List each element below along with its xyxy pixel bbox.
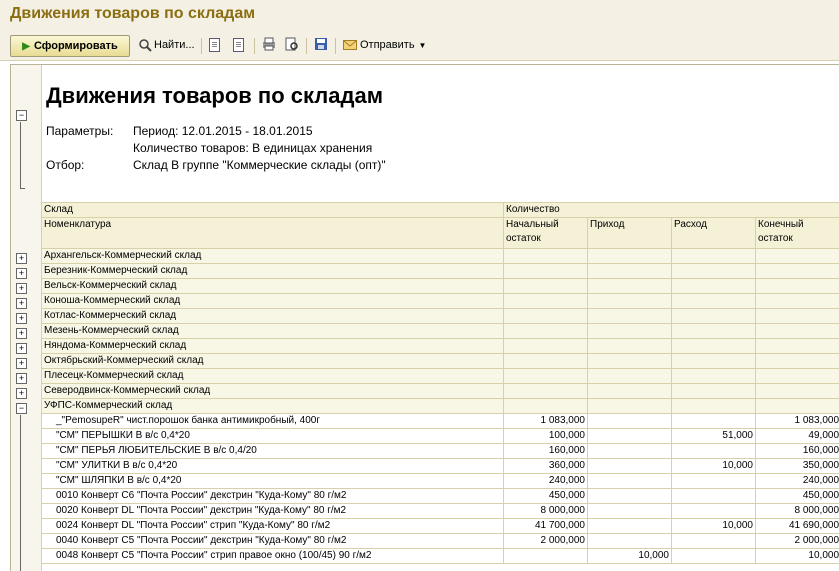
report-sheet — [10, 64, 839, 571]
start-balance: 240,000 — [504, 474, 588, 489]
warehouse-name: Плесецк-Коммерческий склад — [42, 369, 504, 384]
end-balance: 49,000 — [756, 429, 839, 444]
outgoing — [672, 549, 756, 564]
outgoing: 10,000 — [672, 459, 756, 474]
expand-group-icon[interactable]: + — [16, 328, 27, 339]
warehouse-name: Березник-Коммерческий склад — [42, 264, 504, 279]
warehouse-name: Северодвинск-Коммерческий склад — [42, 384, 504, 399]
warehouse-row[interactable] — [42, 324, 839, 339]
send-button-label: Отправить — [360, 39, 415, 51]
item-name: 0010 Конверт С6 "Почта России" декстрин "Куда-Кому" 80 г/м2 — [42, 489, 504, 504]
warehouse-name: Няндома-Коммерческий склад — [42, 339, 504, 354]
magnifier-icon — [138, 38, 152, 52]
window-titlebar — [0, 0, 839, 30]
warehouse-name: Вельск-Коммерческий склад — [42, 279, 504, 294]
report-title: Движения товаров по складам — [46, 83, 383, 109]
report-table — [41, 202, 839, 564]
item-row[interactable] — [42, 444, 839, 459]
end-balance: 450,000 — [756, 489, 839, 504]
start-balance: 100,000 — [504, 429, 588, 444]
qty-units-value: Количество товаров: В единицах хранения — [133, 141, 372, 155]
warehouse-name: УФПС-Коммерческий склад — [42, 399, 504, 414]
item-row[interactable] — [42, 459, 839, 474]
params-label: Параметры: — [46, 124, 113, 138]
find-button[interactable] — [138, 35, 195, 55]
warehouse-name: Архангельск-Коммерческий склад — [42, 249, 504, 264]
start-balance: 160,000 — [504, 444, 588, 459]
incoming — [588, 444, 672, 459]
col-warehouse-header: Склад — [42, 203, 504, 218]
expand-group-icon[interactable]: + — [16, 388, 27, 399]
toolbar — [0, 30, 839, 61]
dropdown-arrow-icon: ▼ — [419, 41, 427, 50]
print-preview-icon[interactable] — [285, 37, 299, 51]
send-button[interactable] — [343, 35, 426, 55]
warehouse-row[interactable] — [42, 339, 839, 354]
item-row[interactable] — [42, 429, 839, 444]
incoming — [588, 429, 672, 444]
outgoing — [672, 504, 756, 519]
warehouse-row[interactable] — [42, 384, 839, 399]
find-button-label: Найти... — [154, 39, 195, 51]
col-in-header: Приход — [588, 218, 672, 249]
start-balance: 41 700,000 — [504, 519, 588, 534]
warehouse-name: Котлас-Коммерческий склад — [42, 309, 504, 324]
collapse-header-icon[interactable]: − — [16, 110, 27, 121]
end-balance: 8 000,000 — [756, 504, 839, 519]
item-name: _"PemosupeR" чист.порошок банка антимикробный, 400г — [42, 414, 504, 429]
outgoing: 51,000 — [672, 429, 756, 444]
envelope-icon — [343, 40, 357, 51]
warehouse-row[interactable] — [42, 264, 839, 279]
outgoing — [672, 474, 756, 489]
end-balance: 240,000 — [756, 474, 839, 489]
incoming — [588, 519, 672, 534]
item-name: 0048 Конверт С5 "Почта России" стрип правое окно (100/45) 90 г/м2 — [42, 549, 504, 564]
start-balance: 2 000,000 — [504, 534, 588, 549]
item-name: "СМ" ПЕРЫШКИ В в/с 0,4*20 — [42, 429, 504, 444]
start-balance — [504, 549, 588, 564]
col-quantity-header: Количество — [504, 203, 839, 218]
generate-button[interactable] — [10, 35, 130, 57]
outgoing — [672, 489, 756, 504]
incoming — [588, 474, 672, 489]
incoming — [588, 534, 672, 549]
item-row[interactable] — [42, 474, 839, 489]
start-balance: 360,000 — [504, 459, 588, 474]
incoming — [588, 459, 672, 474]
item-row[interactable] — [42, 504, 839, 519]
expand-group-icon[interactable]: + — [16, 268, 27, 279]
expand-group-icon[interactable]: + — [16, 358, 27, 369]
expand-group-icon[interactable]: + — [16, 373, 27, 384]
item-row[interactable] — [42, 534, 839, 549]
incoming — [588, 489, 672, 504]
warehouse-row[interactable] — [42, 399, 839, 414]
generate-button-label: Сформировать — [34, 40, 118, 52]
start-balance: 450,000 — [504, 489, 588, 504]
end-balance: 1 083,000 — [756, 414, 839, 429]
grouping-gutter — [11, 65, 42, 571]
end-balance: 41 690,000 — [756, 519, 839, 534]
expand-group-icon[interactable]: + — [16, 313, 27, 324]
play-icon: ▶ — [22, 41, 30, 52]
item-row[interactable] — [42, 549, 839, 564]
save-icon[interactable] — [314, 37, 328, 51]
copy-icon[interactable] — [209, 38, 220, 52]
filter-value: Склад В группе "Коммерческие склады (опт)" — [133, 158, 386, 172]
item-row[interactable] — [42, 414, 839, 429]
item-row[interactable] — [42, 489, 839, 504]
start-balance: 1 083,000 — [504, 414, 588, 429]
col-item-header: Номенклатура — [42, 218, 504, 249]
incoming — [588, 414, 672, 429]
item-name: "СМ" ПЕРЬЯ ЛЮБИТЕЛЬСКИЕ В в/с 0,4/20 — [42, 444, 504, 459]
outgoing — [672, 414, 756, 429]
warehouse-row[interactable] — [42, 369, 839, 384]
collapse-group-icon[interactable]: − — [16, 403, 27, 414]
expand-group-icon[interactable]: + — [16, 298, 27, 309]
outgoing: 10,000 — [672, 519, 756, 534]
incoming — [588, 504, 672, 519]
item-name: 0040 Конверт С5 "Почта России" декстрин "Куда-Кому" 80 г/м2 — [42, 534, 504, 549]
warehouse-name: Мезень-Коммерческий склад — [42, 324, 504, 339]
start-balance: 8 000,000 — [504, 504, 588, 519]
col-end-header: Конечный остаток — [756, 218, 839, 249]
period-value: Период: 12.01.2015 - 18.01.2015 — [133, 124, 313, 138]
item-row[interactable] — [42, 519, 839, 534]
expand-group-icon[interactable]: + — [16, 343, 27, 354]
warehouse-row[interactable] — [42, 249, 839, 264]
window-title: Движения товаров по складам — [10, 5, 255, 23]
expand-group-icon[interactable]: + — [16, 283, 27, 294]
print-icon[interactable] — [262, 37, 276, 51]
col-out-header: Расход — [672, 218, 756, 249]
end-balance: 350,000 — [756, 459, 839, 474]
warehouse-name: Октябрьский-Коммерческий склад — [42, 354, 504, 369]
warehouse-row[interactable] — [42, 309, 839, 324]
expand-group-icon[interactable]: + — [16, 253, 27, 264]
warehouse-row[interactable] — [42, 294, 839, 309]
filter-label: Отбор: — [46, 158, 84, 172]
warehouse-row[interactable] — [42, 279, 839, 294]
warehouse-row[interactable] — [42, 354, 839, 369]
item-name: 0024 Конверт DL "Почта России" стрип "Куда-Кому" 80 г/м2 — [42, 519, 504, 534]
outgoing — [672, 444, 756, 459]
item-name: "СМ" УЛИТКИ В в/с 0,4*20 — [42, 459, 504, 474]
end-balance: 160,000 — [756, 444, 839, 459]
incoming: 10,000 — [588, 549, 672, 564]
end-balance: 10,000 — [756, 549, 839, 564]
outgoing — [672, 534, 756, 549]
col-start-header: Начальный остаток — [504, 218, 588, 249]
end-balance: 2 000,000 — [756, 534, 839, 549]
item-name: "СМ" ШЛЯПКИ В в/с 0,4*20 — [42, 474, 504, 489]
item-name: 0020 Конверт DL "Почта России" декстрин "Куда-Кому" 80 г/м2 — [42, 504, 504, 519]
warehouse-name: Коноша-Коммерческий склад — [42, 294, 504, 309]
paste-icon[interactable] — [233, 38, 244, 52]
